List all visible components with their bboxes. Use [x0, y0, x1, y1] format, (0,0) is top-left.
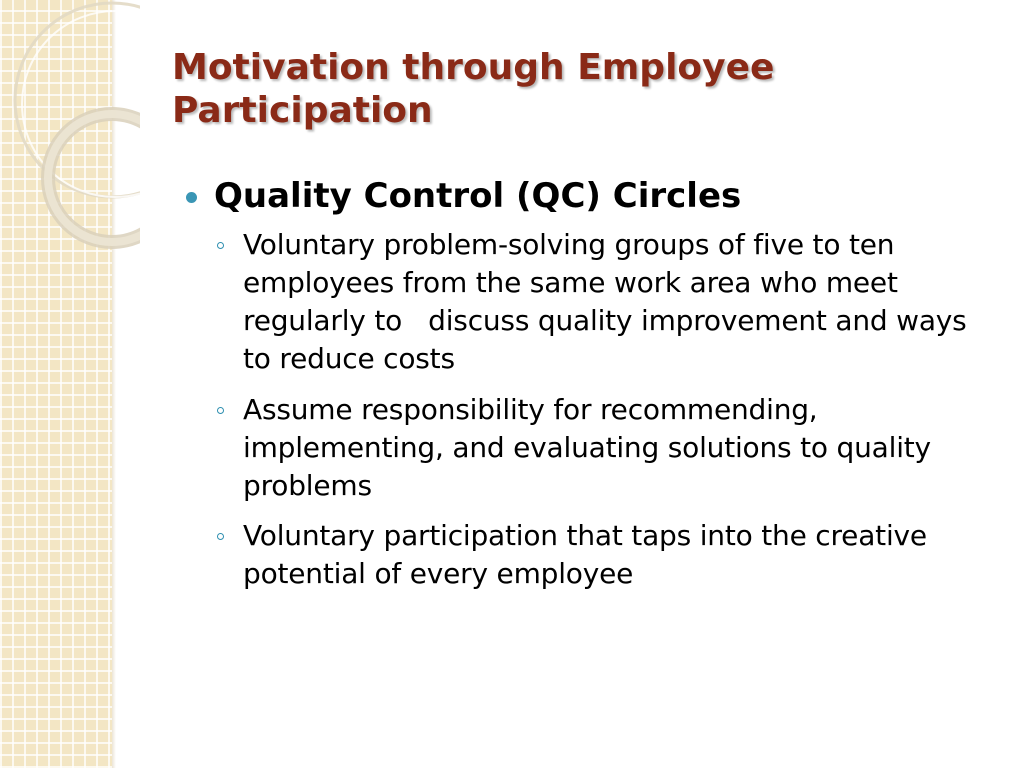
sub-bullet-item-1: [186, 226, 996, 378]
side-band-edge: [112, 0, 116, 768]
decorative-side-band: [0, 0, 112, 768]
bullet-text: Quality Control (QC) Circles: [214, 176, 742, 216]
slide-title: Motivation through Employee Participation: [172, 47, 775, 132]
filled-circle-bullet-icon: [186, 192, 197, 203]
slide-content: [186, 174, 996, 605]
hollow-circle-bullet-icon: [217, 533, 224, 540]
sub-bullet-item-3: [186, 517, 996, 593]
sub-bullet-item-2: [186, 391, 996, 505]
hollow-circle-bullet-icon: [217, 407, 224, 414]
sub-bullet-text: Voluntary problem-solving groups of five to ten employees from the same work area who meet regularly to discuss quality improvement and ways to reduce costs: [243, 228, 976, 376]
sub-bullet-text: Voluntary participation that taps into the creative potential of every employee: [243, 518, 936, 590]
sub-bullet-text: Assume responsibility for recommending, implementing, and evaluating solutions to quality problems: [243, 392, 940, 502]
bullet-item-qc-circles: [186, 174, 996, 218]
hollow-circle-bullet-icon: [217, 242, 224, 249]
